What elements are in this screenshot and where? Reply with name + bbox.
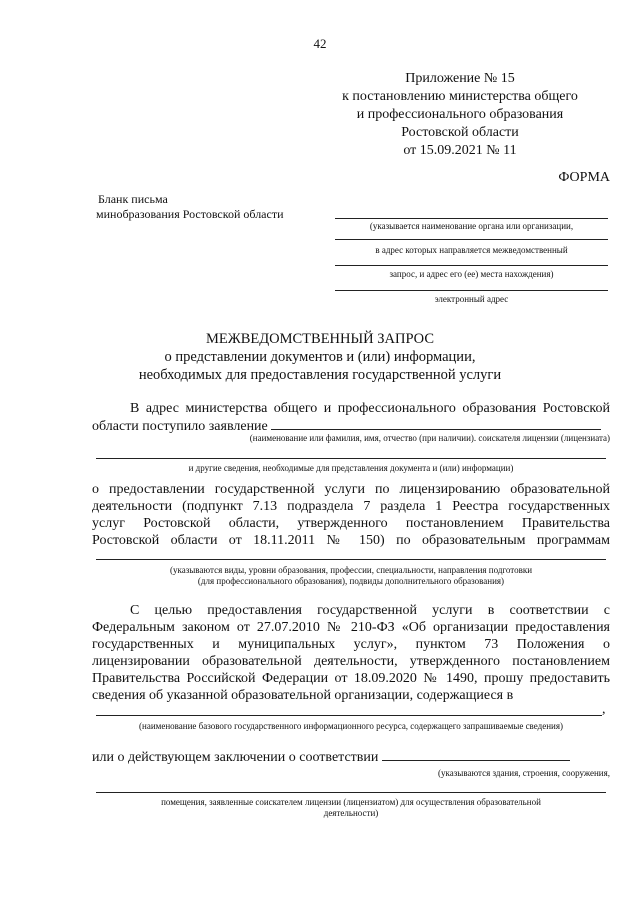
body-line: сведения об указанной образовательной организации, содержащиеся в — [92, 688, 514, 703]
title-line: необходимых для предоставления государственной услуги — [138, 367, 502, 383]
applicant-note: (наименование или фамилия, имя, отчество (при наличии). соискателя лицензии (лицензиата) — [249, 433, 610, 443]
addressee-note-1: (указывается наименование органа или организации, — [369, 221, 574, 231]
body-line: Ростовской области от 18.11.2011 № 150) по образовательным программам — [92, 533, 610, 548]
body-line: Федеральным законом от 27.07.2010 № 210-ФЗ «Об организации предоставления — [92, 620, 610, 635]
addressee-note-2: в адрес которых направляется межведомственный — [375, 245, 568, 255]
appendix-line: от 15.09.2021 № 11 — [403, 143, 517, 158]
body-line: лицензировании образовательной деятельности, утвержденного постановлением — [92, 654, 610, 669]
resource-note: (наименование базового государственного информационного ресурса, содержащего запрашиваемые сведения) — [139, 721, 563, 731]
document-title — [0, 330, 640, 384]
body-line: В адрес министерства общего и профессионального образования Ростовской — [130, 401, 610, 416]
premises-line — [96, 792, 606, 793]
applicant-extra-line — [96, 458, 606, 459]
title-line: МЕЖВЕДОМСТВЕННЫЙ ЗАПРОС — [205, 331, 435, 347]
premises-note-1: помещения, заявленные соискателем лицензии (лицензиатом) для осуществления образовательной — [161, 797, 541, 807]
resource-line — [96, 715, 602, 716]
body-line: государственных и муниципальных услуг», пунктом 73 Положения о — [92, 637, 610, 652]
body-line: Правительства Российской Федерации от 18.09.2020 № 1490, прошу предоставить — [92, 671, 610, 686]
appendix-line: Приложение № 15 — [405, 71, 515, 86]
other-info-note: и другие сведения, необходимые для представления документа и (или) информации) — [188, 463, 514, 473]
fill-line — [382, 748, 570, 761]
body-line: деятельности (подпункт 7.13 подраздела 7 раздела 1 Реестра государственных — [92, 499, 610, 514]
addressee-line-3 — [335, 265, 608, 266]
form-label: ФОРМА — [558, 170, 610, 185]
body-text: области поступило заявление — [92, 419, 268, 434]
programs-line — [96, 559, 606, 560]
body-line: С целью предоставления государственной услуги в соответствии с — [130, 603, 610, 618]
programs-note-2: (для профессионального образования), подвиды дополнительного образования) — [197, 576, 505, 586]
fill-line — [271, 417, 601, 430]
appendix-line: и профессионального образования — [356, 107, 564, 122]
body-line: о предоставлении государственной услуги по лицензированию образовательной — [92, 482, 610, 497]
body-line — [92, 748, 610, 766]
addressee-line-2 — [335, 239, 608, 240]
appendix-line: Ростовской области — [401, 125, 519, 140]
addressee-line-4 — [335, 290, 608, 291]
addressee-line-1 — [335, 218, 608, 219]
body-text: или о действующем заключении о соответствии — [92, 750, 379, 765]
addressee-note-3: запрос, и адрес его (ее) места нахождения) — [389, 269, 554, 279]
title-line: о представлении документов и (или) информации, — [164, 349, 476, 365]
body-line: услуг Ростовской области, утвержденного постановлением Правительства — [92, 516, 610, 531]
premises-note-2: деятельности) — [323, 808, 379, 818]
appendix-line: к постановлению министерства общего — [342, 89, 578, 104]
addressee-note-4: электронный адрес — [434, 294, 509, 304]
page-number: 42 — [313, 36, 327, 51]
letterhead-line: минобразования Ростовской области — [96, 207, 284, 221]
buildings-note: (указываются здания, строения, сооружения, — [437, 768, 610, 778]
appendix-block — [330, 70, 590, 160]
resource-comma: , — [602, 702, 606, 717]
programs-note-1: (указываются виды, уровни образования, профессии, специальности, направления подготовки — [169, 565, 533, 575]
letterhead — [96, 192, 284, 222]
letterhead-line: Бланк письма — [98, 192, 168, 206]
